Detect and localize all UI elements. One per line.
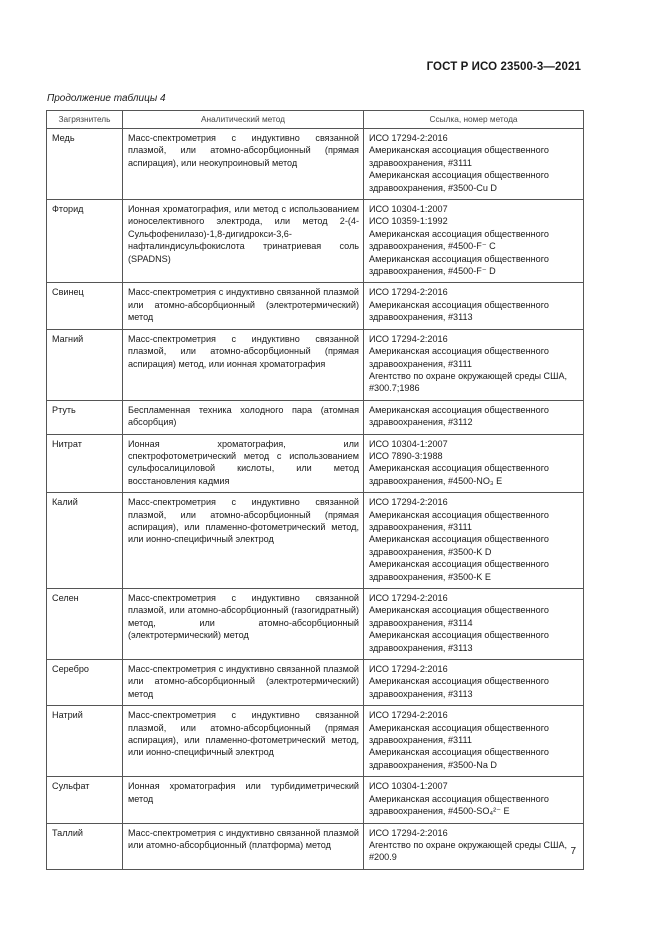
reference-line: ИСО 17294-2:2016 xyxy=(369,827,448,838)
reference-line: ИСО 17294-2:2016 xyxy=(369,133,448,143)
table-header-row xyxy=(47,111,584,129)
table-row xyxy=(47,589,584,660)
reference-line: Американская ассоциация общественного здравоохранения, #4500-SO₄²⁻ E xyxy=(369,793,549,817)
table-row xyxy=(47,329,584,400)
reference-line: Американская ассоциация общественного здравоохранения, #3113 xyxy=(369,299,549,323)
pollutant-cell: Таллий xyxy=(47,823,123,869)
pollutant-cell: Селен xyxy=(47,589,123,660)
pollutant-cell: Фторид xyxy=(47,200,123,283)
method-cell: Ионная хроматография, или метод с использованием ионоселективного электрода, или метод 2-(4-Сульфофенилазо)-1,8-дигидрокси-3,6-нафталиндисульфокислота тринатриевая соль (SPADNS) xyxy=(123,200,364,283)
reference-cell xyxy=(364,434,584,493)
table-row xyxy=(47,823,584,869)
reference-line: ИСО 10304-1:2007 xyxy=(369,438,448,449)
reference-cell xyxy=(364,777,584,823)
table-row xyxy=(47,660,584,706)
reference-cell xyxy=(364,706,584,777)
pollutant-cell: Натрий xyxy=(47,706,123,777)
reference-cell xyxy=(364,283,584,329)
reference-line: Агентство по охране окружающей среды США, #200.9 xyxy=(369,839,568,863)
table-row xyxy=(47,200,584,283)
reference-line: ИСО 17294-2:2016 xyxy=(369,710,448,721)
reference-line: Американская ассоциация общественного здравоохранения, #3111 xyxy=(369,722,549,746)
method-cell: Масс-спектрометрия с индуктивно связанной плазмой, или атомно-абсорбционный (прямая аспирация), или пламенно-фотометрический метод, или ионно-специфичный электрод xyxy=(123,493,364,589)
table-row xyxy=(47,434,584,493)
document-code: ГОСТ Р ИСО 23500-3—2021 xyxy=(426,61,581,73)
reference-line: ИСО 17294-2:2016 xyxy=(369,664,448,675)
pollutant-cell: Сульфат xyxy=(47,777,123,823)
reference-line: Американская ассоциация общественного здравоохранения, #3111 xyxy=(369,509,549,532)
table-row xyxy=(47,283,584,329)
reference-line: ИСО 10304-1:2007 xyxy=(369,204,448,215)
reference-line: Американская ассоциация общественного здравоохранения, #4500-NO₃ E xyxy=(369,463,549,486)
column-header-reference: Ссылка, номер метода xyxy=(364,111,584,129)
reference-cell xyxy=(364,493,584,589)
reference-line: ИСО 7890-3:1988 xyxy=(369,450,443,461)
pollutant-cell: Свинец xyxy=(47,283,123,329)
pollutant-cell: Калий xyxy=(47,493,123,589)
method-cell: Масс-спектрометрия с индуктивно связанной плазмой, или атомно-абсорбционный (прямая аспирация), или пламенно-фотометрический метод, или ионно-специфичный электрод xyxy=(123,706,364,777)
reference-line: ИСО 17294-2:2016 xyxy=(369,593,448,603)
reference-cell xyxy=(364,200,584,283)
table-row xyxy=(47,493,584,589)
pollutant-cell: Магний xyxy=(47,329,123,400)
reference-cell xyxy=(364,400,584,434)
reference-line: ИСО 10359-1:1992 xyxy=(369,216,448,227)
table-row xyxy=(47,129,584,200)
reference-cell xyxy=(364,129,584,200)
reference-cell xyxy=(364,660,584,706)
reference-line: Агентство по охране окружающей среды США, #300.7;1986 xyxy=(369,370,568,394)
pollutant-cell: Ртуть xyxy=(47,400,123,434)
reference-line: Американская ассоциация общественного здравоохранения, #3500-K D xyxy=(369,534,549,557)
method-cell: Масс-спектрометрия с индуктивно связанной плазмой или атомно-абсорбционный (электротермический) метод xyxy=(123,283,364,329)
reference-line: Американская ассоциация общественного здравоохранения, #3113 xyxy=(369,630,549,653)
reference-line: Американская ассоциация общественного здравоохранения, #3112 xyxy=(369,404,549,428)
reference-line: ИСО 17294-2:2016 xyxy=(369,497,448,508)
method-cell: Масс-спектрометрия с индуктивно связанной плазмой, или атомно-абсорбционный (прямая аспирация), или неокупроиновый метод xyxy=(123,129,364,200)
method-cell: Ионная хроматография или турбидиметрический метод xyxy=(123,777,364,823)
pollutant-cell: Медь xyxy=(47,129,123,200)
reference-line: Американская ассоциация общественного здравоохранения, #3500-K E xyxy=(369,559,549,582)
pollutant-cell: Серебро xyxy=(47,660,123,706)
reference-line: Американская ассоциация общественного здравоохранения, #3500-Na D xyxy=(369,747,549,770)
column-header-method: Аналитический метод xyxy=(123,111,364,129)
table-row xyxy=(47,706,584,777)
method-cell: Ионная хроматография, или спектрофотометрический метод с использованием сульфосалициловой кислоты, или метод восстановления кадмия xyxy=(123,434,364,493)
reference-line: Американская ассоциация общественного здравоохранения, #3113 xyxy=(369,676,549,699)
reference-line: Американская ассоциация общественного здравоохранения, #3111 xyxy=(369,346,549,369)
pollutant-cell: Нитрат xyxy=(47,434,123,493)
pollutant-methods-table xyxy=(46,110,584,870)
method-cell: Беспламенная техника холодного пара (атомная абсорбция) xyxy=(123,400,364,434)
reference-line: Американская ассоциация общественного здравоохранения, #3111 xyxy=(369,145,549,168)
reference-line: Американская ассоциация общественного здравоохранения, #3500-Cu D xyxy=(369,170,549,193)
reference-line: Американская ассоциация общественного здравоохранения, #4500-F⁻ C xyxy=(369,228,549,252)
table-continuation-label: Продолжение таблицы 4 xyxy=(47,93,166,104)
table-body xyxy=(47,129,584,870)
reference-line: ИСО 10304-1:2007 xyxy=(369,781,448,792)
table-row xyxy=(47,777,584,823)
reference-cell xyxy=(364,823,584,869)
reference-line: ИСО 17294-2:2016 xyxy=(369,333,448,344)
method-cell: Масс-спектрометрия с индуктивно связанной плазмой или атомно-абсорбционный (платформа) метод xyxy=(123,823,364,869)
table-row xyxy=(47,400,584,434)
reference-line: Американская ассоциация общественного здравоохранения, #3114 xyxy=(369,605,549,628)
reference-cell xyxy=(364,589,584,660)
method-cell: Масс-спектрометрия с индуктивно связанной плазмой или атомно-абсорбционный (электротермический) метод xyxy=(123,660,364,706)
column-header-pollutant: Загрязнитель xyxy=(47,111,123,129)
page-number: 7 xyxy=(570,846,576,857)
method-cell: Масс-спектрометрия с индуктивно связанной плазмой, или атомно-абсорбционный (прямая аспирация) метод, или ионная хроматография xyxy=(123,329,364,400)
method-cell: Масс-спектрометрия с индуктивно связанной плазмой, или атомно-абсорбционный (газогидратный) метод, или атомно-абсорбционный (электротермический) метод xyxy=(123,589,364,660)
reference-line: ИСО 17294-2:2016 xyxy=(369,287,448,298)
reference-line: Американская ассоциация общественного здравоохранения, #4500-F⁻ D xyxy=(369,253,549,277)
reference-cell xyxy=(364,329,584,400)
